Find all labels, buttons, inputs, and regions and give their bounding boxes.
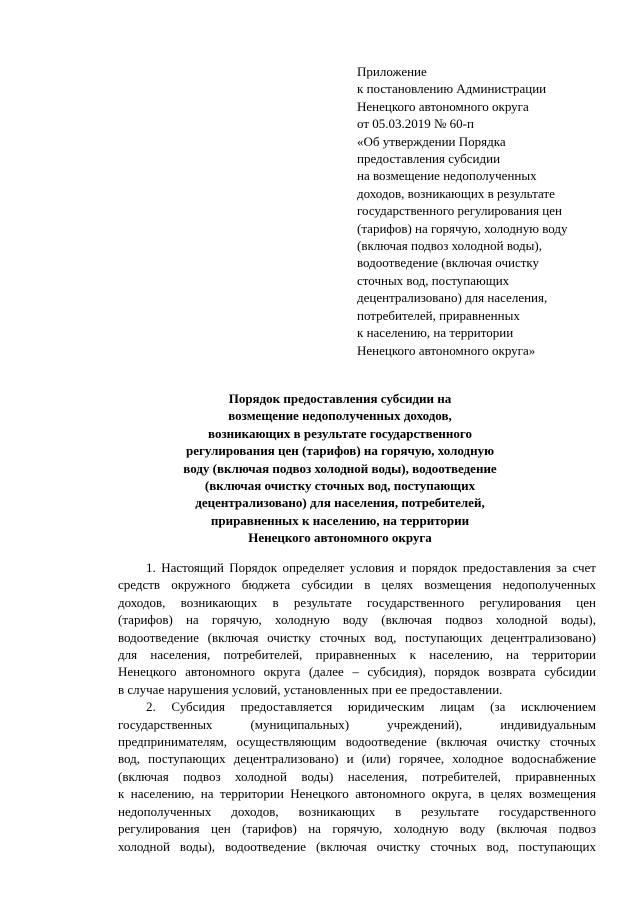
paragraph-line: доходов, возникающих в результате государственного регулирования цен <box>118 594 596 610</box>
appendix-line: (тарифов) на горячую, холодную воду <box>357 220 568 236</box>
paragraph-line: предпринимателям, осуществляющим водоотведение (включая очистку сточных <box>118 734 596 750</box>
title-line: возникающих в результате государственного <box>208 425 472 441</box>
appendix-line: (включая подвоз холодной воды), <box>357 238 542 254</box>
title-line: возмещение недополученных доходов, <box>228 408 452 424</box>
appendix-header <box>357 63 597 359</box>
appendix-line: потребителей, приравненных <box>357 307 520 323</box>
title-line: воду (включая подвоз холодной воды), водоотведение <box>183 460 497 476</box>
appendix-line: государственного регулирования цен <box>357 203 562 219</box>
appendix-line: Ненецкого автономного округа <box>357 98 529 114</box>
title-line: регулирования цен (тарифов) на горячую, холодную <box>185 443 495 459</box>
document-title <box>140 390 540 547</box>
appendix-line: децентрализовано) для населения, <box>357 290 548 306</box>
title-line: Ненецкого автономного округа <box>248 530 432 546</box>
title-line: децентрализовано) для населения, потребителей, <box>195 495 485 511</box>
paragraph-line: регулирования цен (тарифов) на горячую, холодную воду (включая подвоз <box>118 821 596 837</box>
appendix-line: к постановлению Администрации <box>357 81 547 97</box>
title-line: приравненных к населению, на территории <box>210 512 470 528</box>
title-line: (включая очистку сточных вод, поступающих <box>204 478 476 494</box>
paragraph-line: 1. Настоящий Порядок определяет условия и порядок предоставления за счет <box>146 560 596 575</box>
paragraph-line: для населения, потребителей, приравненных к населению, на территории <box>118 647 596 663</box>
paragraph-line: 2. Субсидия предоставляется юридическим лицам (за исключением <box>146 699 596 715</box>
appendix-line: на возмещение недополученных <box>357 168 537 184</box>
appendix-line: Ненецкого автономного округа» <box>357 342 536 358</box>
appendix-line: Приложение <box>357 64 427 79</box>
paragraph-line: вод, поступающих децентрализовано) и (или) горячее, холодное водоснабжение <box>118 751 596 767</box>
paragraph-line: холодной воды), водоотведение (включая очистку сточных вод, поступающих <box>118 838 596 854</box>
appendix-line: «Об утверждении Порядка <box>357 133 506 149</box>
paragraph-line: государственных (муниципальных) учреждений), индивидуальным <box>118 716 596 732</box>
paragraph-line: (тарифов) на горячую, холодную воду (включая подвоз холодной воды), <box>118 612 596 628</box>
appendix-line: доходов, возникающих в результате <box>357 185 555 201</box>
title-line: Порядок предоставления субсидии на <box>228 391 452 406</box>
paragraph-line: (включая подвоз холодной воды) населения, потребителей, приравненных <box>118 768 596 784</box>
paragraph-line: средств окружного бюджета субсидии в целях возмещения недополученных <box>118 577 596 593</box>
appendix-line: от 05.03.2019 № 60-п <box>357 116 474 132</box>
appendix-line: предоставления субсидии <box>357 151 501 167</box>
paragraph-line: в случае нарушения условий, установленных при ее предоставлении. <box>118 681 503 697</box>
paragraph-2 <box>118 698 596 855</box>
appendix-line: сточных вод, поступающих <box>357 272 510 288</box>
appendix-line: водоотведение (включая очистку <box>357 255 540 271</box>
appendix-line: к населению, на территории <box>357 325 514 341</box>
paragraph-line: недополученных доходов, возникающих в результате государственного <box>118 803 596 819</box>
paragraph-line: Ненецкого автономного округа (далее – субсидия), порядок возврата субсидии <box>118 664 596 680</box>
paragraph-line: к населению, на территории Ненецкого автономного округа, в целях возмещения <box>118 786 596 802</box>
document-body <box>118 559 596 855</box>
paragraph-1 <box>118 559 596 698</box>
paragraph-line: водоотведение (включая очистку сточных вод, поступающих децентрализовано) <box>118 629 596 645</box>
